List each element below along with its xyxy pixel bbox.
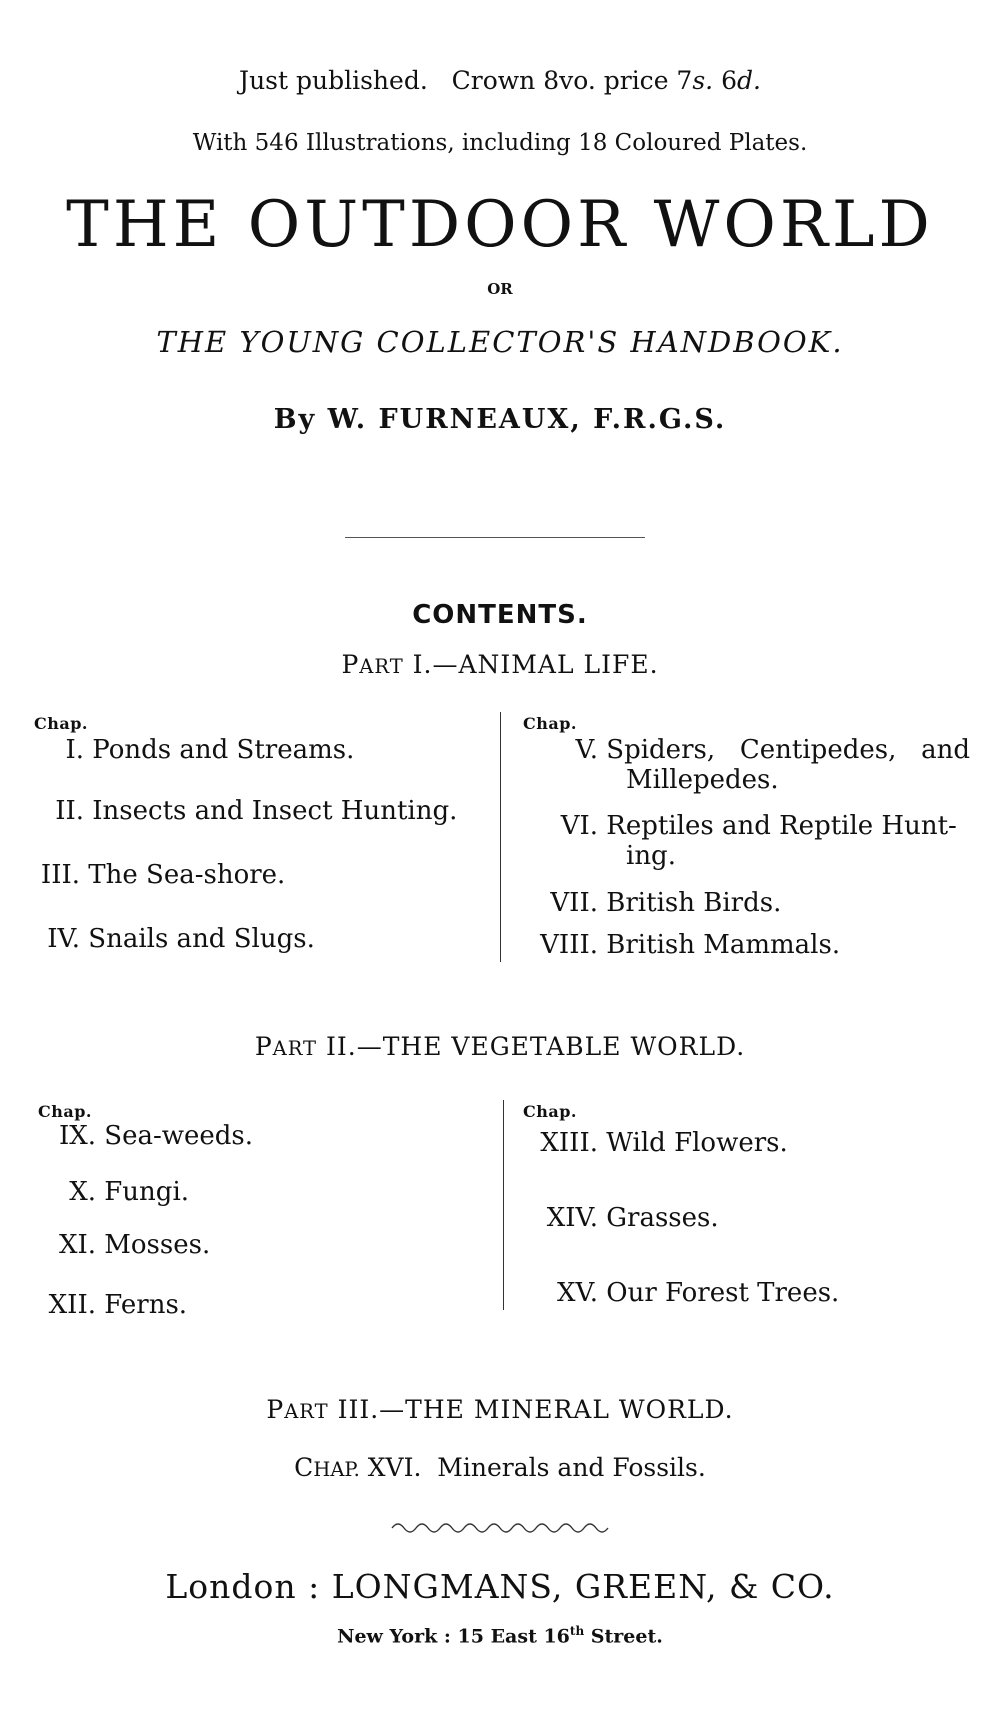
chapter-title: The Sea-shore. [88, 860, 286, 890]
part-three-title: III.—THE MINERAL WORLD. [328, 1395, 734, 1424]
toc-entry [520, 811, 980, 871]
chapter-title-line2: ing. [626, 841, 676, 871]
title-divider [345, 537, 645, 538]
new-york-address [0, 1624, 1000, 1647]
chapter-number: VII. [550, 888, 598, 918]
pence-abbrev: d. [736, 66, 761, 95]
chapter-number: IX. [58, 1121, 96, 1151]
chapter-title: Wild Flowers. [606, 1128, 788, 1158]
toc-entry [520, 1128, 788, 1158]
part-word-rest: ART [359, 655, 404, 678]
part-word-initial: P [341, 650, 360, 679]
toc-entry [34, 860, 285, 890]
toc-entry [34, 1230, 210, 1260]
wave-ornament-icon [390, 1519, 610, 1533]
chapter-number: I. [65, 735, 84, 765]
pence-number: 6 [713, 66, 737, 95]
chapter-number: X. [69, 1177, 96, 1207]
book-subtitle: THE YOUNG COLLECTOR'S HANDBOOK. [156, 325, 844, 359]
publication-notice [0, 66, 1000, 95]
book-author: By W. FURNEAUX, F.R.G.S. [273, 404, 727, 435]
format-text: Crown 8vo. price 7 [451, 66, 693, 95]
shillings-abbrev: s. [692, 66, 714, 95]
format-price [452, 66, 761, 95]
book-title: THE OUTDOOR WORLD [66, 188, 934, 262]
chapter-title-line2: Millepedes. [626, 765, 779, 795]
chapter-title: Sea-weeds. [104, 1121, 254, 1151]
chapter-title: Insects and Insect Hunting. [92, 796, 458, 826]
chapter-title: Mosses. [104, 1230, 211, 1260]
part-word-rest: ART [272, 1037, 318, 1060]
chapter-title: Fungi. [104, 1177, 190, 1207]
chap-label-right: Chap. [523, 1102, 577, 1121]
part-three-chapter [0, 1453, 1000, 1482]
chapter-number: XIV. [546, 1203, 598, 1233]
toc-entry [34, 924, 315, 954]
chapter-title: Grasses. [606, 1203, 719, 1233]
chapter-title: Ferns. [104, 1290, 188, 1320]
wave-ornament [0, 1519, 1000, 1537]
chapter-title-line1: Spiders, Centipedes, and [606, 735, 971, 765]
part-word-initial: P [266, 1395, 285, 1424]
chapter-title: Ponds and Streams. [92, 735, 355, 765]
ny-address-prefix: New York : 15 East 16 [337, 1625, 570, 1648]
chapter-title-line1: Reptiles and Reptile Hunt- [606, 811, 957, 841]
ny-address-suffix: Street. [584, 1625, 663, 1648]
toc-entry [34, 1290, 187, 1320]
toc-entry [520, 1278, 839, 1308]
publisher-city: London : [165, 1567, 321, 1606]
part-two-heading [0, 1032, 1000, 1061]
contents-heading: CONTENTS. [412, 600, 588, 630]
toc-entry [34, 796, 457, 826]
ny-address-sup: th [569, 1624, 585, 1638]
toc-entry [520, 735, 980, 795]
chapter-title: Our Forest Trees. [606, 1278, 840, 1308]
chap-label-left: Chap. [38, 1102, 92, 1121]
toc-entry [34, 1177, 189, 1207]
chapter-title: Snails and Slugs. [88, 924, 315, 954]
toc-entry [520, 888, 781, 918]
chap-word-rest: HAP. [313, 1458, 360, 1481]
publisher-name: LONGMANS, GREEN, & CO. [331, 1567, 835, 1606]
chapter-number: VIII. [540, 930, 598, 960]
toc-entry [34, 735, 354, 765]
chapter-number: XII. [48, 1290, 96, 1320]
chapter-number: VI. [560, 811, 598, 841]
chapter-title: British Mammals. [606, 930, 841, 960]
chapter-number: IV. [47, 924, 80, 954]
part-one-heading [0, 650, 1000, 679]
chapter-number: II. [55, 796, 84, 826]
chap-word-initial: C [294, 1453, 314, 1482]
chapter-number: III. [40, 860, 80, 890]
toc-entry [520, 1203, 719, 1233]
chapter-title: British Birds. [606, 888, 782, 918]
chapter-number: V. [575, 735, 598, 765]
part-two-title: II.—THE VEGETABLE WORLD. [317, 1032, 746, 1061]
publisher-line [0, 1567, 1000, 1606]
chap-label-right: Chap. [523, 714, 577, 733]
toc-entry [520, 930, 840, 960]
part-word-initial: P [254, 1032, 273, 1061]
toc-entry [34, 1121, 253, 1151]
part-one-title: I.—ANIMAL LIFE. [403, 650, 659, 679]
illustrations-note: With 546 Illustrations, including 18 Coloured Plates. [192, 130, 808, 156]
part-one-column-divider [500, 712, 501, 962]
part-word-rest: ART [284, 1400, 329, 1423]
chapter-number: XV. [556, 1278, 598, 1308]
chapter-number: XI. [58, 1230, 96, 1260]
chap-label-left: Chap. [34, 714, 88, 733]
part-three-heading [0, 1395, 1000, 1424]
just-published: Just published. [239, 66, 428, 95]
part-two-column-divider [503, 1100, 504, 1310]
chapter-number: XIII. [540, 1128, 598, 1158]
chapter-title: XVI. Minerals and Fossils. [359, 1453, 706, 1482]
title-or: OR [487, 280, 513, 298]
